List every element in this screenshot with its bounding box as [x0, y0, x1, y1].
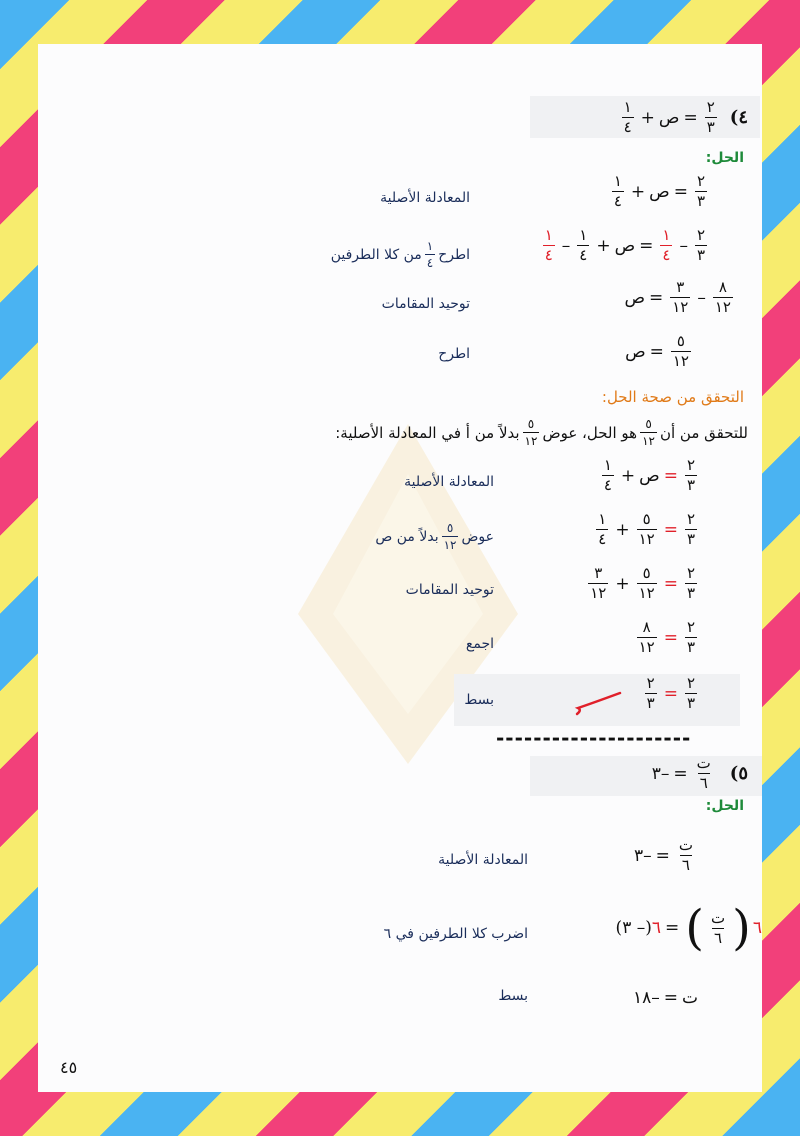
page-number: ٤٥	[60, 1058, 78, 1077]
check-1-desc: المعادلة الأصلية	[404, 474, 494, 490]
check-2-math: $\frac{٢}{٣}$ = $\frac{٥}{١٢}$ + $\frac{١}{٤}$	[598, 510, 695, 548]
step5-1-desc: المعادلة الأصلية	[438, 852, 528, 868]
check-1-math: $\frac{٢}{٣}$ = ص + $\frac{١}{٤}$	[603, 456, 695, 494]
check-4-desc: اجمع	[465, 636, 494, 652]
step4-3-math: $\frac{٨}{١٢}$ – $\frac{٣}{١٢}$ = ص	[624, 278, 731, 316]
check-3-desc: توحيد المقامات	[405, 582, 494, 598]
check-5-desc: بسط	[464, 692, 494, 708]
check-4-math: $\frac{٢}{٣}$ = $\frac{٨}{١٢}$	[638, 618, 695, 656]
step4-1-desc: المعادلة الأصلية	[380, 190, 470, 206]
problem-4-label: ٤)	[729, 107, 748, 128]
step4-4-desc: اطرح	[438, 346, 470, 362]
check-intro: للتحقق من أن $\frac{٥}{١٢}$ هو الحل، عوض $\frac{٥}{١٢}$ بدلاً من أ في المعادلة الأصلية:	[335, 417, 748, 448]
check-title: التحقق من صحة الحل:	[601, 388, 744, 406]
solution-label: الحل:	[705, 150, 744, 166]
step5-2-math: ٦ ( $\frac{\text{ت}}{٦}$ ) = ٦ (– ٣)	[615, 900, 762, 956]
problem-4-equation: ٤) $\frac{٢}{٣}$ = ص + $\frac{١}{٤}$	[623, 98, 748, 136]
step4-2-desc: اطرح $\frac{١}{٤}$ من كلا الطرفين	[330, 239, 470, 270]
step4-4-math: $\frac{٥}{١٢}$ = ص	[625, 332, 689, 370]
checkmark-icon	[574, 690, 624, 718]
solution-label-5: الحل:	[705, 798, 744, 814]
step5-2-desc: اضرب كلا الطرفين في ٦	[383, 926, 528, 942]
check-2-desc: عوض $\frac{٥}{١٢}$ بدلاً من ص	[375, 521, 494, 552]
check-5-math: $\frac{٢}{٣}$ = $\frac{٢}{٣}$	[646, 674, 695, 712]
step4-2-math: $\frac{٢}{٣}$ – $\frac{١}{٤}$ = ص + $\frac{١}{٤}$ – $\frac{١}{٤}$	[544, 226, 705, 264]
step5-3-desc: بسط	[498, 988, 528, 1004]
divider: ---------------------	[496, 726, 692, 750]
step4-1-math: $\frac{٢}{٣}$ = ص + $\frac{١}{٤}$	[613, 172, 705, 210]
page	[38, 44, 762, 1092]
check-3-math: $\frac{٢}{٣}$ = $\frac{٥}{١٢}$ + $\frac{٣}{١٢}$	[590, 564, 695, 602]
problem-5-equation: ٥) $\frac{\text{ت}}{٦}$ = –٣	[651, 754, 748, 792]
problem-5-label: ٥)	[729, 763, 748, 784]
step5-1-math: $\frac{\text{ت}}{٦}$ = –٣	[633, 836, 693, 874]
step5-3-math: ت = –١٨	[632, 988, 698, 1008]
fraction: $\frac{١}{٤}$	[623, 98, 632, 136]
step4-3-desc: توحيد المقامات	[381, 296, 470, 312]
fraction: $\frac{٢}{٣}$	[706, 98, 715, 136]
